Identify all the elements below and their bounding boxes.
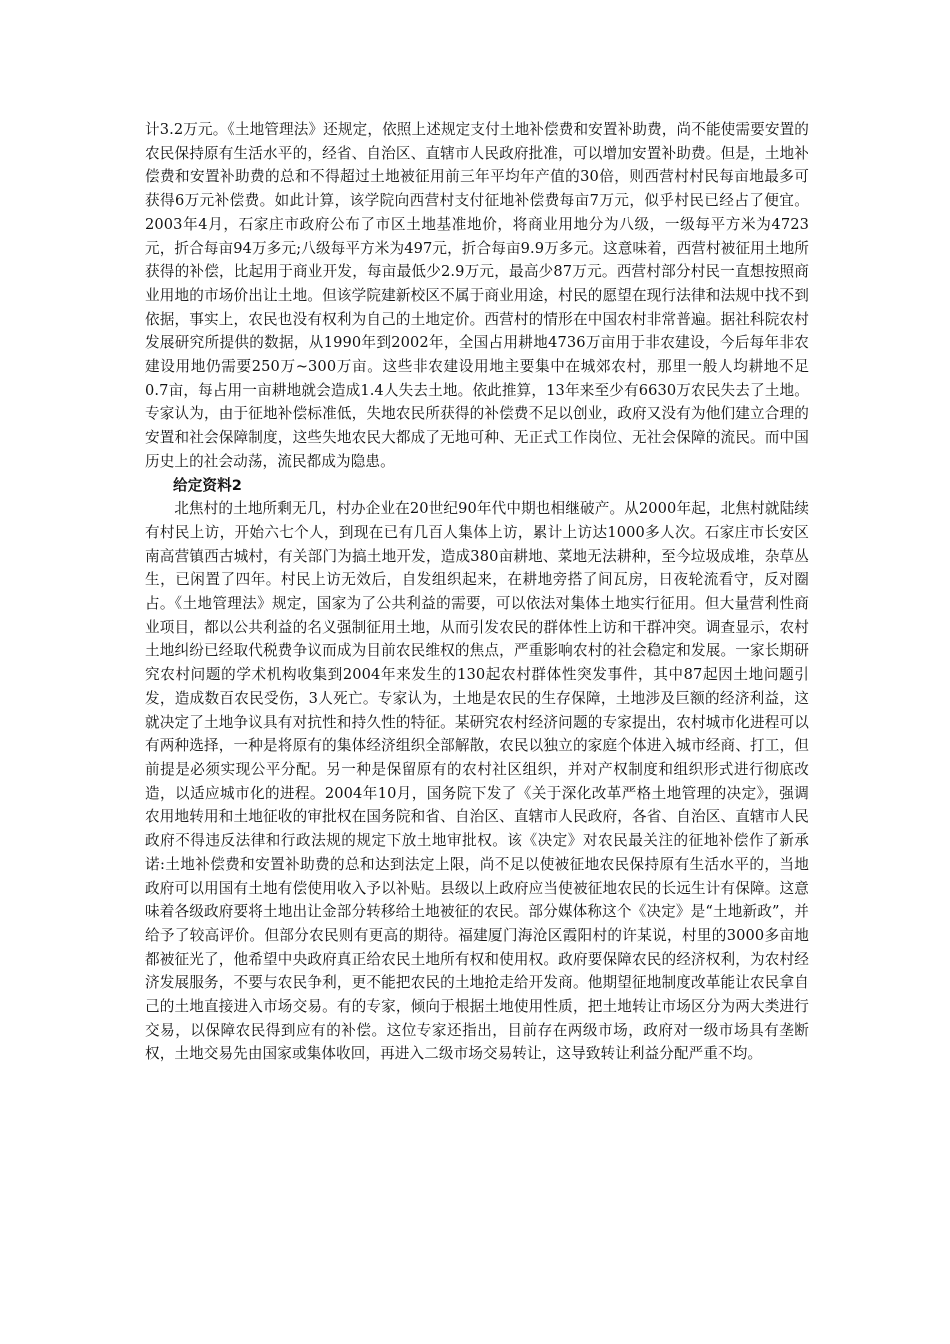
paragraph-material-2: 北焦村的土地所剩无几，村办企业在20世纪90年代中期也相继破产。从2000年起，北焦村就陆续有村民上访，开始六七个人，到现在已有几百人集体上访，累计上访达1000多人次。石家庄市长安区南高营镇西古城村，有关部门为搞土地开发，造成380亩耕地、菜地无法耕种，至今垃圾成堆，杂草丛生，已闲置了四年。村民上访无效后，自发组织起来，在耕地旁搭了间瓦房，日夜轮流看守，反对圈占。《土地管理法》规定，国家为了公共利益的需要，可以依法对集体土地实行征用。但大量营利性商业项目，都以公共利益的名义强制征用土地，从而引发农民的群体性上访和干群冲突。调查显示，农村土地纠纷已经取代税费争议而成为目前农民维权的焦点，严重影响农村的社会稳定和发展。一家长期研究农村问题的学术机构收集到2004年来发生的130起农村群体性突发事件，其中87起因土地问题引发，造成数百农民受伤，3人死亡。专家认为，土地是农民的生存保障，土地涉及巨额的经济利益，这就决定了土地争议具有对抗性和持久性的特征。某研究农村经济问题的专家提出，农村城市化进程可以有两种选择，一种是将原有的集体经济组织全部解散，农民以独立的家庭个体进入城市经商、打工，但前提是必须实现公平分配。另一种是保留原有的农村社区组织，并对产权制度和组织形式进行彻底改造，以适应城市化的进程。2004年10月，国务院下发了《关于深化改革严格土地管理的决定》，强调农用地转用和土地征收的审批权在国务院和省、自治区、直辖市人民政府，各省、自治区、直辖市人民政府不得违反法律和行政法规的规定下放土地审批权。该《决定》对农民最关注的征地补偿作了新承诺:土地补偿费和安置补助费的总和达到法定上限，尚不足以使被征地农民保持原有生活水平的，当地政府可以用国有土地有偿使用收入予以补贴。县级以上政府应当使被征地农民的长远生计有保障。这意味着各级政府要将土地出让金部分转移给土地被征的农民。部分媒体称这个《决定》是“土地新政”，并给予了较高评价。但部分农民则有更高的期待。福建厦门海沧区霞阳村的许某说，村里的3000多亩地都被征光了，他希望中央政府真正给农民土地所有权和使用权。政府要保障农民的经济权利，为农村经济发展服务，不要与农民争利，更不能把农民的土地抢走给开发商。他期望征地制度改革能让农民拿自己的土地直接进入市场交易。有的专家，倾向于根据土地使用性质，把土地转让市场区分为两大类进行交易，以保障农民得到应有的补偿。这位专家还指出，目前存在两级市场，政府对一级市场具有垄断权，土地交易先由国家或集体收回，再进入二级市场交易转让，这导致转让利益分配严重不均。 [145,500,809,1063]
section-heading: 给定资料2 [173,476,243,494]
paragraph-continuation: 计3.2万元。《土地管理法》还规定，依照上述规定支付土地补偿费和安置补助费，尚不能使需要安置的农民保持原有生活水平的，经省、自治区、直辖市人民政府批准，可以增加安置补助费。但是，土地补偿费和安置补助费的总和不得超过土地被征用前三年平均年产值的30倍，则西营村村民每亩地最多可获得6万元补偿费。如此计算，该学院向西营村支付征地补偿费每亩7万元，似乎村民已经占了便宜。2003年4月，石家庄市政府公布了市区土地基准地价，将商业用地分为八级，一级每平方米为4723元，折合每亩94万多元;八级每平方米为497元，折合每亩9.9万多元。这意味着，西营村被征用土地所获得的补偿，比起用于商业开发，每亩最低少2.9万元，最高少87万元。西营村部分村民一直想按照商业用地的市场价出让土地。但该学院建新校区不属于商业用途，村民的愿望在现行法律和法规中找不到依据，事实上，农民也没有权利为自己的土地定价。西营村的情形在中国农村非常普遍。据社科院农村发展研究所提供的数据，从1990年到2002年，全国占用耕地4736万亩用于非农建设，今后每年非农建设用地仍需要250万~300万亩。这些非农建设用地主要集中在城郊农村，那里一般人均耕地不足0.7亩，每占用一亩耕地就会造成1.4人失去土地。依此推算，13年来至少有6630万农民失去了土地。专家认为，由于征地补偿标准低，失地农民所获得的补偿费不足以创业，政府又没有为他们建立合理的安置和社会保障制度，这些失地农民大都成了无地可种、无正式工作岗位、无社会保障的流民。而中国历史上的社会动荡，流民都成为隐患。 [145,121,809,470]
document-page [145,118,809,1066]
